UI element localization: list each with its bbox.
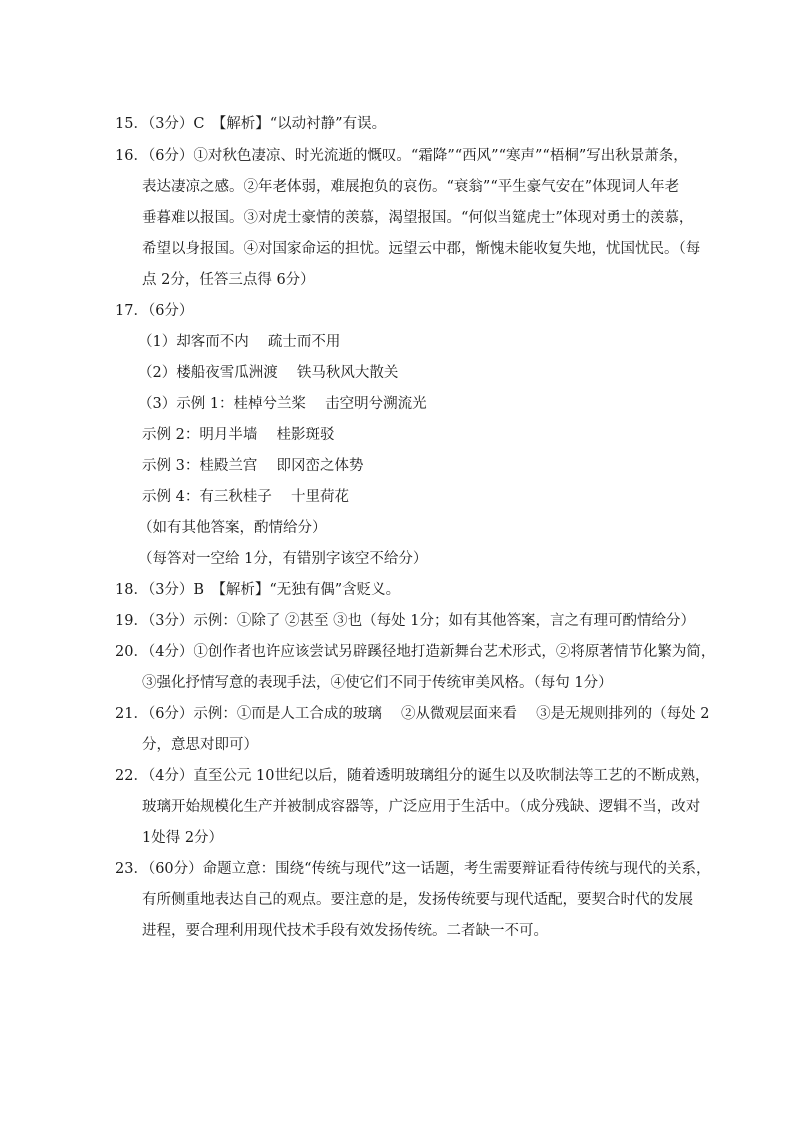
- answer-17-part-1: （1）却客而不内 疏士而不用: [138, 334, 341, 350]
- answer-16-line-2: 表达凄凉之感。②年老体弱，难展抱负的哀伤。“衰翁”“平生豪气安在”体现词人年老: [142, 179, 680, 195]
- answer-17-example-2: 示例 2：明月半墙 桂影斑驳: [142, 427, 335, 443]
- answer-23-line-2: 有所侧重地表达自己的观点。要注意的是，发扬传统要与现代适配，要契合时代的发展: [142, 892, 693, 908]
- answer-17-example-3: 示例 3：桂殿兰宫 即冈峦之体势: [142, 458, 364, 474]
- answer-20-line-1: 20．（4分）①创作者也许应该尝试另辟蹊径地打造新舞台艺术形式，②将原著情节化繁为简，: [115, 644, 716, 660]
- answer-17-header: 17．（6分）: [115, 303, 194, 319]
- answer-17-part-2: （2）楼船夜雪瓜洲渡 铁马秋风大散关: [138, 365, 399, 381]
- answer-16-line-5: 点 2分，任答三点得 6分）: [142, 272, 315, 288]
- answer-17-note-1: （如有其他答案，酌情给分）: [138, 520, 327, 536]
- answer-23-line-1: 23．（60分）命题立意：围绕“传统与现代”这一话题，考生需要辩证看待传统与现代的关系，: [115, 861, 711, 877]
- answer-16-line-1: 16．（6分）①对秋色凄凉、时光流逝的慨叹。“霜降”“西风”“寒声”“梧桐”写出秋景萧条，: [115, 148, 688, 164]
- answer-21-line-2: 分，意思对即可）: [142, 737, 258, 753]
- answer-22-line-3: 1处得 2分）: [142, 830, 224, 846]
- answer-16-line-4: 希望以身报国。④对国家命运的担忧。远望云中郡，惭愧未能收复失地，忧国忧民。（每: [142, 241, 701, 257]
- answer-23-line-3: 进程，要合理利用现代技术手段有效发扬传统。二者缺一不可。: [142, 923, 548, 939]
- answer-17-part-3: （3）示例 1：桂棹兮兰桨 击空明兮溯流光: [138, 396, 427, 412]
- answer-19: 19．（3分）示例：①除了 ②甚至 ③也（每处 1分；如有其他答案，言之有理可酌情给分）: [115, 613, 695, 629]
- answer-22-line-1: 22．（4分）直至公元 10世纪以后，随着透明玻璃组分的诞生以及吹制法等工艺的不断成熟，: [115, 768, 710, 784]
- answer-15: 15．（3分）C 【解析】“以动衬静”有误。: [115, 116, 387, 132]
- answer-17-note-2: （每答对一空给 1分，有错别字该空不给分）: [138, 551, 428, 567]
- answer-20-line-2: ③强化抒情写意的表现手法，④使它们不同于传统审美风格。（每句 1分）: [142, 675, 613, 691]
- answer-17-example-4: 示例 4：有三秋桂子 十里荷花: [142, 489, 349, 505]
- answer-22-line-2: 玻璃开始规模化生产并被制成容器等，广泛应用于生活中。（成分残缺、逻辑不当，改对: [142, 799, 701, 815]
- answer-18: 18．（3分）B 【解析】“无独有偶”含贬义。: [115, 582, 401, 598]
- answer-16-line-3: 垂暮难以报国。③对虎士豪情的羡慕，渴望报国。“何似当筵虎士”体现对勇士的羡慕，: [142, 210, 694, 226]
- answer-21-line-1: 21．（6分）示例：①而是人工合成的玻璃 ②从微观层面来看 ③是无规则排列的（每处 2: [115, 706, 710, 722]
